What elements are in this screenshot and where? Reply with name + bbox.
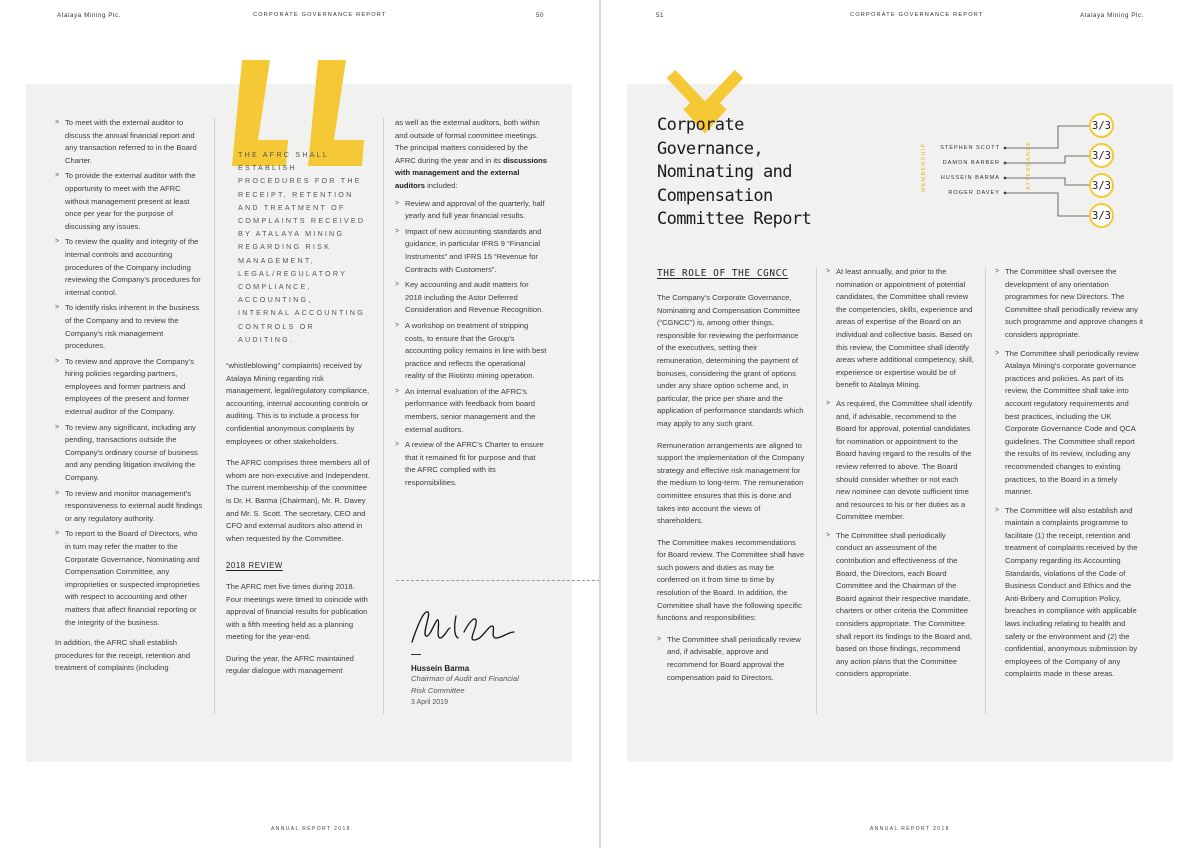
left-col-2 [226, 360, 372, 687]
responsibilities-paragraph: The Company’s Corporate Governance, Nominating and Compensation Committee (“CGNCC”) is, among other things, responsible for reviewing the performance of the executives, setting their remuneration, determining the payment of bonuses, considering the grant of options under any share option scheme and, in particular, the price per share and the application of performance standards which may apply to any such grant. [657, 293, 804, 428]
list-item: > To meet with the external auditor to discuss the annual financial report and any transaction referred to in the Board Charter. [55, 118, 197, 165]
list-item: > To review the quality and integrity of the internal controls and accounting procedures of the Company including reviewing the Company’s procedures for internal control. [55, 237, 201, 297]
column-divider [985, 268, 986, 714]
column-divider [816, 268, 817, 714]
header-company: Atalaya Mining Plc. [57, 12, 122, 19]
left-col-1 [55, 117, 203, 684]
list-item: > To review and monitor management’s responsiveness to external audit findings or any regulatory authority. [55, 488, 203, 523]
footer-text: ANNUAL REPORT 2018 [870, 826, 950, 832]
list-item: > The Committee shall periodically conduct an assessment of the contribution and effectiveness of the Board, the Directors, each Board Committee and the Chairman of the Board against their respective mandate, charters or other criteria the Committee considers appropriate. The Committee shall report its findings to the Board and, based on those findings, recommend any action plans that the Committee considers appropriate. [826, 530, 972, 679]
signature-rule [411, 654, 421, 655]
chevron-right-icon: > [55, 423, 60, 431]
list-item: > The Committee shall periodically review and, if advisable, approve and recommend for Board approval the compensation paid to Directors. [657, 634, 801, 682]
dashed-divider [396, 580, 600, 581]
column-divider [214, 118, 215, 714]
pull-quote: THE AFRC SHALL ESTABLISH PROCEDURES FOR THE RECEIPT, RETENTION AND TREATMENT OF COMPLAINTS RECEIVED BY ATALAYA MINING REGARDING RISK MANAGEMENT, LEGAL/REGULATORY COMPLIANCE, ACCOUNTING, INTERNAL ACCOUNTING CONTROLS OR AUDITING. [238, 150, 366, 344]
right-col-1 [657, 292, 805, 687]
afrc-duties-list [55, 117, 203, 629]
left-page [0, 0, 599, 848]
list-item: > To identify risks inherent in the business of the Company and to review the Company’s risk management procedures. [55, 303, 200, 351]
chevron-right-icon: > [395, 199, 400, 207]
whistleblowing-paragraph: “whistleblowing” complaints) received by Atalaya Mining regarding risk management, legal/regulatory compliance, accounting, internal accounting controls or auditing. This is to include a process for confidential anonymous complaints by employees or other stakeholders. [226, 361, 370, 446]
list-item: > To provide the external auditor with the opportunity to meet with the AFRC without management present at least once per year for the purpose of discussing any issues. [55, 171, 196, 231]
member-name: STEPHEN SCOTT [940, 145, 1000, 151]
chevron-right-icon: > [55, 530, 60, 538]
chevron-right-icon: > [395, 321, 400, 329]
member-name: HUSSEIN BARMA [940, 175, 1000, 181]
list-item: > The Committee shall periodically review Atalaya Mining’s corporate governance practices and policies. As part of its review, the Committee shall take into account regulatory requirements and best practices, including the UK Corporate Governance Code and QCA guidelines. The Committee shall report the results of its review, including any recommended changes to existing practices, to the Board in a timely manner. [995, 348, 1139, 497]
chevron-right-icon: > [826, 268, 831, 275]
recommendations-paragraph: The Committee makes recommendations for Board review. The Committee shall have such powers and duties as may be conferred on it from time to time by resolution of the Board. In addition, the Committee shall have the following specific functions and responsibilities: [657, 537, 805, 623]
list-item: > An internal evaluation of the AFRC’s performance with feedback from board members, senior management and the external auditors. [395, 386, 536, 434]
list-item: > The Committee shall oversee the development of any orientation programmes for new Directors. The Committee shall periodically review any such programme and approve changes it considers appropriate. [995, 267, 1144, 339]
functions-list-cont [995, 266, 1145, 681]
chevron-right-icon: > [826, 531, 831, 539]
signature-block [411, 664, 561, 706]
chevron-right-icon: > [395, 441, 400, 449]
chevron-right-icon: > [826, 399, 831, 407]
signature-image [404, 602, 522, 652]
functions-list-cont [826, 266, 974, 681]
role-heading: THE ROLE OF THE CGNCC [657, 268, 789, 279]
chevron-right-icon: > [395, 281, 400, 289]
chevron-right-icon: > [395, 387, 400, 395]
attendance-badge: 3/3 [1089, 203, 1114, 228]
list-item: > Review and approval of the quarterly, half yearly and full year financial results. [395, 198, 545, 221]
chevron-right-icon: > [55, 119, 60, 126]
meetings-paragraph: The AFRC met five times during 2018. Four meetings were timed to coincide with approval of financial results for publication with a fifth meeting held as a planning meeting for the year-end. [226, 581, 368, 642]
header-section: CORPORATE GOVERNANCE REPORT [850, 12, 984, 18]
attendance-badge: 3/3 [1089, 173, 1114, 198]
list-item: > As required, the Committee shall identify and, if advisable, recommend to the Board for approval, potential candidates for nomination or appointment to the Board having regard to the results of the review referred to above. The Board should consider whether or not each new nominee can devote sufficient time and resources to his or her duties as a Committee member. [826, 398, 973, 522]
attendance-badge: 3/3 [1089, 113, 1114, 138]
chevron-right-icon: > [995, 506, 1000, 514]
functions-list [657, 634, 805, 684]
list-item: > To review and approve the Company’s hiring policies regarding partners, employees and former partners and employees of the present and former external auditor of the Company. [55, 356, 195, 417]
list-item: > To review any significant, including any pending, transactions outside the Company’s ordinary course of business and any pending litigation involving the Company. [55, 422, 198, 483]
left-col-3 [395, 117, 547, 493]
member-name: ROGER DAVEY [948, 190, 1000, 196]
column-divider [383, 118, 384, 714]
chevron-right-icon: > [657, 635, 662, 643]
attendance-badge: 3/3 [1089, 143, 1114, 168]
member-name: DAMON BARBER [942, 160, 1000, 166]
chevron-right-icon: > [55, 357, 60, 365]
dialogue-paragraph: During the year, the AFRC maintained regular dialogue with management [226, 653, 354, 676]
list-item: > A review of the AFRC’s Charter to ensure that it remained fit for purpose and that the AFRC complied with its responsibilities. [395, 440, 544, 488]
signatory-name: Hussein Barma [411, 664, 470, 673]
signature-date: 3 April 2019 [411, 699, 448, 706]
chevron-right-icon: > [55, 489, 60, 497]
principal-matters-list [395, 198, 547, 490]
list-item: > Key accounting and audit matters for 2018 including the Astor Deferred Consideration and Revenue Recognition. [395, 280, 544, 315]
chevron-right-icon: > [395, 227, 400, 235]
chevron-right-icon: > [55, 172, 60, 180]
right-col-2 [826, 266, 974, 684]
list-item: > The Committee will also establish and maintain a complaints programme to facilitate (1) the receipt, retention and treatment of complaints received by the Company regarding its Accounting Standards, violations of the Code of Business Conduct and Ethics and the Anti-Bribery and Corruption Policy, breaches in compliance with applicable laws including relating to health and safety or the environment and (2) the confidential, anonymous submission by employees of the Company of any complaints made in these areas. [995, 505, 1138, 679]
afrc-closing-text: In addition, the AFRC shall establish procedures for the receipt, retention and treatment of complaints (including [55, 638, 191, 673]
header-section: CORPORATE GOVERNANCE REPORT [253, 12, 387, 18]
membership-paragraph: The AFRC comprises three members all of whom are non-executive and Independent. The current membership of the committee is Dr. H. Barma (Chairman), Mr. R. Davey and Mr. S. Scott. The secretary, CEO and CFO and external auditors also attend in when requested by the Committee. [226, 458, 370, 543]
page-title: Corporate Governance, Nominating and Compensation Committee Report [657, 115, 812, 229]
right-col-3 [995, 266, 1145, 684]
attendance-label: ATTENDANCE [1026, 140, 1032, 190]
list-item: > To report to the Board of Directors, who in turn may refer the matter to the Corporate Governance, Nominating and Compensation Committee, any improprieties or suspected improprieties with respect to accounting and other matters that affect financial reporting or the integrity of the business. [55, 529, 200, 627]
chevron-right-icon: > [995, 268, 1000, 275]
connector-lines [1003, 120, 1093, 225]
page-number: 51 [656, 12, 665, 19]
chevron-right-icon: > [55, 304, 60, 312]
page-number: 50 [536, 12, 545, 19]
remuneration-paragraph: Remuneration arrangements are aligned to support the implementation of the Company strategy and effective risk management for the medium to long-term. The remuneration committee ensures that this is done and takes into account the views of shareholders. [657, 440, 805, 526]
header-company: Atalaya Mining Plc. [1080, 12, 1145, 19]
membership-label: MEMBERSHIP [921, 142, 927, 192]
footer-text: ANNUAL REPORT 2018 [271, 826, 351, 832]
principal-matters-intro: as well as the external auditors, both within and outside of formal committee meetings. The principal matters considered by the AFRC during the year and in its discussions with management and the external auditors included: [395, 118, 547, 190]
review-heading: 2018 REVIEW [226, 561, 283, 571]
list-item: > Impact of new accounting standards and guidance, in particular IFRS 9 “Financial Instruments” and IFRS 15 “Revenue for Contracts with Customers”. [395, 226, 542, 274]
list-item: > A workshop on treatment of stripping costs, to ensure that the Group’s accounting policy remains in line with best practice and reflects the operational reality of the Riotinto mining operation. [395, 320, 547, 381]
chevron-right-icon: > [995, 349, 1000, 357]
chevron-right-icon: > [55, 238, 60, 246]
list-item: > At least annually, and prior to the nomination or appointment of potential candidates, the Committee shall review the competencies, skills, experience and areas of expertise of the Board on an individual and collective basis. Based on this review, the Committee shall identify areas where additional competency, skill, experience or expertise would be of benefit to Atalaya Mining. [826, 267, 974, 390]
signatory-role: Chairman of Audit and Financial Risk Committee [411, 674, 519, 695]
